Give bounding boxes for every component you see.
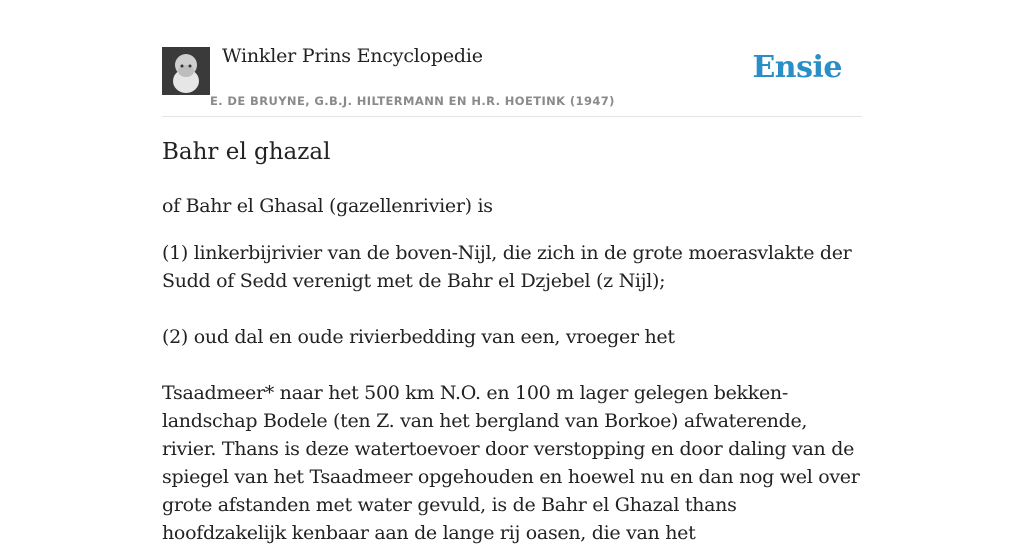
article-paragraph-2: (1) linkerbijrivier van de boven-Nijl, die zich in de grote moerasvlakte der Sudd of Sedd verenigt met de Bahr el Dzjebel (z Nijl); [162,242,852,292]
authors-credit: E. DE BRUYNE, G.B.J. HILTERMANN EN H.R. HOETINK (1947) [210,94,615,108]
article-paragraph-3: (2) oud dal en oude rivierbedding van een, vroeger het [162,326,675,348]
article-paragraph-4: Tsaadmeer* naar het 500 km N.O. en 100 m lager gelegen bekken-landschap Bodele (ten Z. van het bergland van Borkoe) afwaterende, rivier. Thans is deze watertoevoer door verstopping en door daling van de spiegel van het Tsaadmeer opgehouden en hoewel nu en dan nog wel over grote afstanden met water gevuld, is de Bahr el Ghazal thans hoofdzakelijk kenbaar aan de lange rij oasen, die van het [162,382,860,544]
site-title[interactable]: Winkler Prins Encyclopedie [222,45,483,67]
content-container [162,0,862,544]
brand-logo-link[interactable]: Ensie [752,50,842,85]
article-paragraph-1: of Bahr el Ghasal (gazellenrivier) is [162,195,493,217]
portrait-avatar-icon[interactable] [162,47,210,95]
article-title: Bahr el ghazal [162,139,331,165]
site-header [162,0,862,117]
